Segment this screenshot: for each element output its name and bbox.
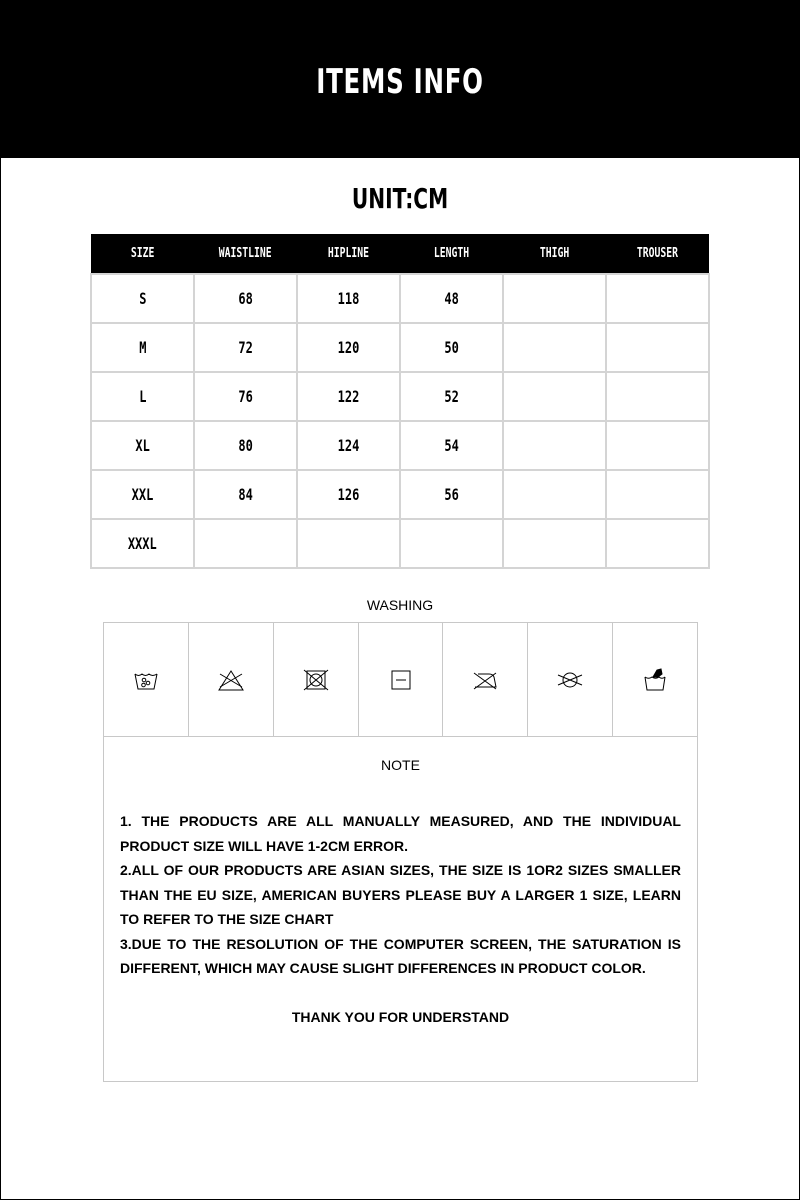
do-not-iron-icon (470, 665, 500, 695)
measure-cell (194, 519, 297, 568)
column-header: TROUSER (606, 234, 709, 274)
wash-cell (104, 623, 189, 736)
wash-cell (189, 623, 274, 736)
table-row (91, 519, 709, 568)
measure-cell (297, 519, 400, 568)
size-cell: XXXL (91, 519, 194, 568)
size-chart-table (90, 234, 710, 569)
size-cell: M (91, 323, 194, 372)
table-row (91, 470, 709, 519)
measure-cell (606, 421, 709, 470)
column-header: HIPLINE (297, 234, 400, 274)
measure-cell: 124 (297, 421, 400, 470)
measure-cell: 48 (400, 274, 503, 323)
wash-cell (443, 623, 528, 736)
size-cell: XXL (91, 470, 194, 519)
measure-cell (606, 323, 709, 372)
note-item: 3.DUE TO THE RESOLUTION OF THE COMPUTER SCREEN, THE SATURATION IS DIFFERENT, WHICH MAY CAUSE SLIGHT DIFFERENCES IN PRODUCT COLOR. (120, 935, 681, 976)
measure-cell: 84 (194, 470, 297, 519)
measure-cell (503, 421, 606, 470)
table-row (91, 372, 709, 421)
header-banner (0, 0, 800, 158)
wash-cell (613, 623, 697, 736)
measure-cell: 68 (194, 274, 297, 323)
page-title: ITEMS INFO (316, 62, 484, 102)
wash-cell (274, 623, 359, 736)
do-not-tumble-dry-icon (301, 665, 331, 695)
note-text (120, 809, 681, 981)
column-header: WAISTLINE (194, 234, 297, 274)
column-header: SIZE (91, 234, 194, 274)
measure-cell (503, 372, 606, 421)
hand-wash-icon (640, 665, 670, 695)
washing-label: WASHING (366, 597, 434, 613)
note-title: NOTE (381, 757, 420, 773)
column-header: LENGTH (400, 234, 503, 274)
note-item: 1. THE PRODUCTS ARE ALL MANUALLY MEASURED, AND THE INDIVIDUAL PRODUCT SIZE WILL HAVE 1-2CM ERROR. (120, 813, 681, 854)
thank-you-text: THANK YOU FOR UNDERSTAND (291, 1009, 510, 1025)
measure-cell: 76 (194, 372, 297, 421)
table-row (91, 421, 709, 470)
measure-cell (606, 470, 709, 519)
note-box (103, 737, 698, 1082)
do-not-dry-clean-icon (555, 665, 585, 695)
measure-cell (606, 372, 709, 421)
machine-wash-icon (131, 665, 161, 695)
measure-cell: 126 (297, 470, 400, 519)
measure-cell: 72 (194, 323, 297, 372)
measure-cell: 118 (297, 274, 400, 323)
measure-cell (503, 274, 606, 323)
measure-cell: 54 (400, 421, 503, 470)
measure-cell (503, 519, 606, 568)
table-row (91, 323, 709, 372)
measure-cell: 52 (400, 372, 503, 421)
table-header-row (91, 234, 709, 274)
measure-cell (606, 274, 709, 323)
measure-cell (503, 470, 606, 519)
size-cell: S (91, 274, 194, 323)
measure-cell: 122 (297, 372, 400, 421)
note-item: 2.ALL OF OUR PRODUCTS ARE ASIAN SIZES, THE SIZE IS 1OR2 SIZES SMALLER THAN THE EU SIZE, AMERICAN BUYERS PLEASE BUY A LARGER 1 SIZE, LEARN TO REFER TO THE SIZE CHART (120, 862, 681, 927)
measure-cell (400, 519, 503, 568)
unit-label: UNIT:CM (351, 182, 449, 215)
table-row (91, 274, 709, 323)
measure-cell: 56 (400, 470, 503, 519)
do-not-bleach-icon (216, 665, 246, 695)
measure-cell (606, 519, 709, 568)
measure-cell: 50 (400, 323, 503, 372)
size-cell: XL (91, 421, 194, 470)
washing-icons-row (103, 622, 698, 737)
measure-cell: 80 (194, 421, 297, 470)
measure-cell (503, 323, 606, 372)
wash-cell (528, 623, 613, 736)
size-cell: L (91, 372, 194, 421)
measure-cell: 120 (297, 323, 400, 372)
wash-cell (359, 623, 444, 736)
dry-flat-icon (386, 665, 416, 695)
column-header: THIGH (503, 234, 606, 274)
